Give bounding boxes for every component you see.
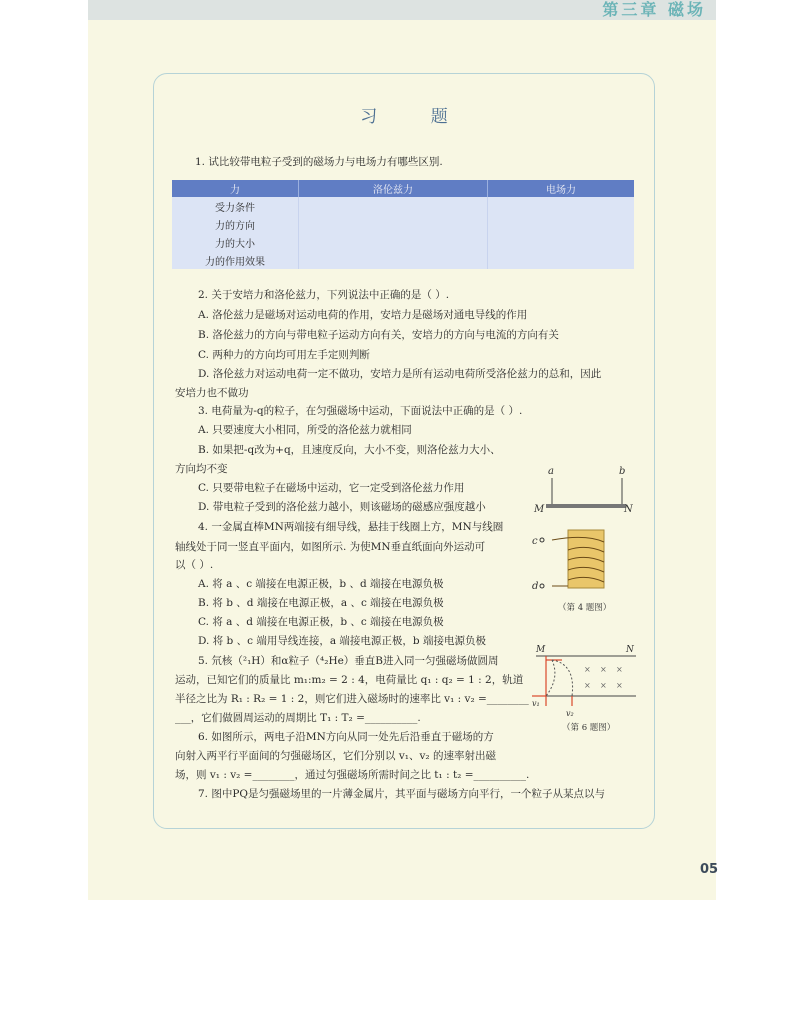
- q2-option-b: B. 洛伦兹力的方向与带电粒子运动方向有关，安培力的方向与电流的方向有关: [198, 329, 559, 341]
- table-row: [172, 197, 634, 215]
- table-header-cell: 力: [172, 180, 299, 197]
- svg-text:×: ×: [616, 681, 623, 690]
- table-row: [172, 233, 634, 251]
- table-cell: [488, 215, 635, 233]
- table-row: [172, 251, 634, 269]
- q5-line2: 运动，已知它们的质量比 m₁:m₂ = 2 : 4，电荷量比 q₁ : q₂ = 1 : 2，轨道: [175, 674, 524, 686]
- fig4-label-c: c: [532, 536, 538, 547]
- q2-stem: 2. 关于安培力和洛伦兹力，下列说法中正确的是（ ）.: [198, 289, 450, 301]
- fig6-label-m: M: [536, 645, 546, 655]
- table-header-cell: 电场力: [488, 180, 635, 197]
- q5-line1: 5. 氘核（²₁H）和α粒子（⁴₂He）垂直B进入同一匀强磁场做圆周: [198, 655, 499, 667]
- table-header-cell: 洛伦兹力: [299, 180, 488, 197]
- fig4-terminal-d: [540, 584, 544, 588]
- chapter-title: 第三章 磁场: [602, 0, 706, 19]
- table-cell: [488, 197, 635, 215]
- q4-line2: 轴线处于同一竖直平面内，如图所示. 为使MN垂直纸面向外运动可: [175, 541, 486, 553]
- exercise-title: 习 题: [360, 107, 472, 127]
- svg-text:×: ×: [584, 665, 591, 674]
- fig6-path-1: [552, 660, 573, 696]
- q4-line3: 以（ ）.: [175, 559, 214, 571]
- q4-option-a: A. 将 a 、c 端接在电源正极，b 、d 端接在电源负极: [198, 578, 444, 590]
- q3-option-b-line2: 方向均不变: [175, 463, 228, 475]
- table-row-label: 力的作用效果: [172, 251, 299, 269]
- fig6-label-n: N: [626, 645, 634, 655]
- page-number: 05: [700, 862, 719, 877]
- force-comparison-table: [172, 180, 634, 269]
- q1-text: 1. 试比较带电粒子受到的磁场力与电场力有哪些区别.: [195, 156, 443, 168]
- fig4-rod-mn: [546, 504, 626, 508]
- fig6-label-v2: v₂: [566, 709, 574, 718]
- fig4-label-d: d: [532, 581, 539, 592]
- svg-text:×: ×: [600, 681, 607, 690]
- q5-line4: ___，它们做圆周运动的周期比 T₁ : T₂ =__________.: [175, 712, 421, 724]
- chapter-header: [88, 0, 716, 20]
- fig4-terminal-c: [540, 538, 544, 542]
- q3-option-a: A. 只要速度大小相同，所受的洛伦兹力就相同: [198, 424, 412, 436]
- table-row-label: 受力条件: [172, 197, 299, 215]
- q4-option-c: C. 将 a 、d 端接在电源正极，b 、c 端接在电源负极: [198, 616, 444, 628]
- q5-line3: 半径之比为 R₁ : R₂ = 1 : 2，则它们进入磁场时的速率比 v₁ : v₂ =________: [175, 693, 529, 705]
- fig4-label-a: a: [548, 466, 554, 477]
- table-row: [172, 215, 634, 233]
- fig4-label-n: N: [624, 504, 633, 515]
- table-cell: [299, 251, 488, 269]
- q6-line3: 场，则 v₁ : v₂ =________，通过匀强磁场所需时间之比 t₁ : t₂ =__________.: [175, 769, 530, 781]
- q4-line1: 4. 一金属直棒MN两端接有细导线，悬挂于线圈上方，MN与线圈: [198, 521, 504, 533]
- fig4-caption: （第 4 题图）: [558, 603, 612, 613]
- fig6-caption: （第 6 题图）: [562, 723, 616, 733]
- q2-option-d-line1: D. 洛伦兹力对运动电荷一定不做功，安培力是所有运动电荷所受洛伦兹力的总和，因此: [198, 368, 602, 380]
- figure-4-diagram: [528, 462, 638, 620]
- table-cell: [299, 233, 488, 251]
- fig4-label-m: M: [534, 504, 545, 515]
- q4-option-b: B. 将 b 、d 端接在电源正极，a 、c 端接在电源负极: [198, 597, 444, 609]
- q4-option-d: D. 将 b 、c 端用导线连接，a 端接电源正极，b 端接电源负极: [198, 635, 486, 647]
- svg-text:×: ×: [616, 665, 623, 674]
- q3-option-b-line1: B. 如果把-q改为+q，且速度反向，大小不变，则洛伦兹力大小、: [198, 444, 501, 456]
- table-row-label: 力的大小: [172, 233, 299, 251]
- q2-option-a: A. 洛伦兹力是磁场对运动电荷的作用，安培力是磁场对通电导线的作用: [198, 309, 528, 321]
- svg-text:×: ×: [600, 665, 607, 674]
- q6-line1: 6. 如图所示，两电子沿MN方向从同一处先后沿垂直于磁场的方: [198, 731, 494, 743]
- table-row-label: 力的方向: [172, 215, 299, 233]
- table-cell: [488, 233, 635, 251]
- table-cell: [299, 197, 488, 215]
- svg-text:×: ×: [584, 681, 591, 690]
- fig6-label-v1: v₁: [532, 699, 540, 708]
- q2-option-d-line2: 安培力也不做功: [175, 387, 249, 399]
- table-header-row: [172, 180, 634, 197]
- fig6-field-crosses: [584, 665, 623, 690]
- table-cell: [488, 251, 635, 269]
- fig4-label-b: b: [619, 466, 626, 477]
- fig6-path-2: [546, 660, 555, 696]
- q3-option-c: C. 只要带电粒子在磁场中运动，它一定受到洛伦兹力作用: [198, 482, 465, 494]
- q7-line1: 7. 图中PQ是匀强磁场里的一片薄金属片，其平面与磁场方向平行，一个粒子从某点以与: [198, 788, 606, 800]
- q3-option-d: D. 带电粒子受到的洛伦兹力越小，则该磁场的磁感应强度越小: [198, 501, 486, 513]
- q6-line2: 向射入两平行平面间的匀强磁场区，它们分别以 v₁、v₂ 的速率射出磁: [175, 750, 496, 762]
- figure-6-diagram: [532, 642, 640, 734]
- table-cell: [299, 215, 488, 233]
- q2-option-c: C. 两种力的方向均可用左手定则判断: [198, 349, 370, 361]
- q3-stem: 3. 电荷量为-q的粒子，在匀强磁场中运动，下面说法中正确的是（ ）.: [198, 405, 523, 417]
